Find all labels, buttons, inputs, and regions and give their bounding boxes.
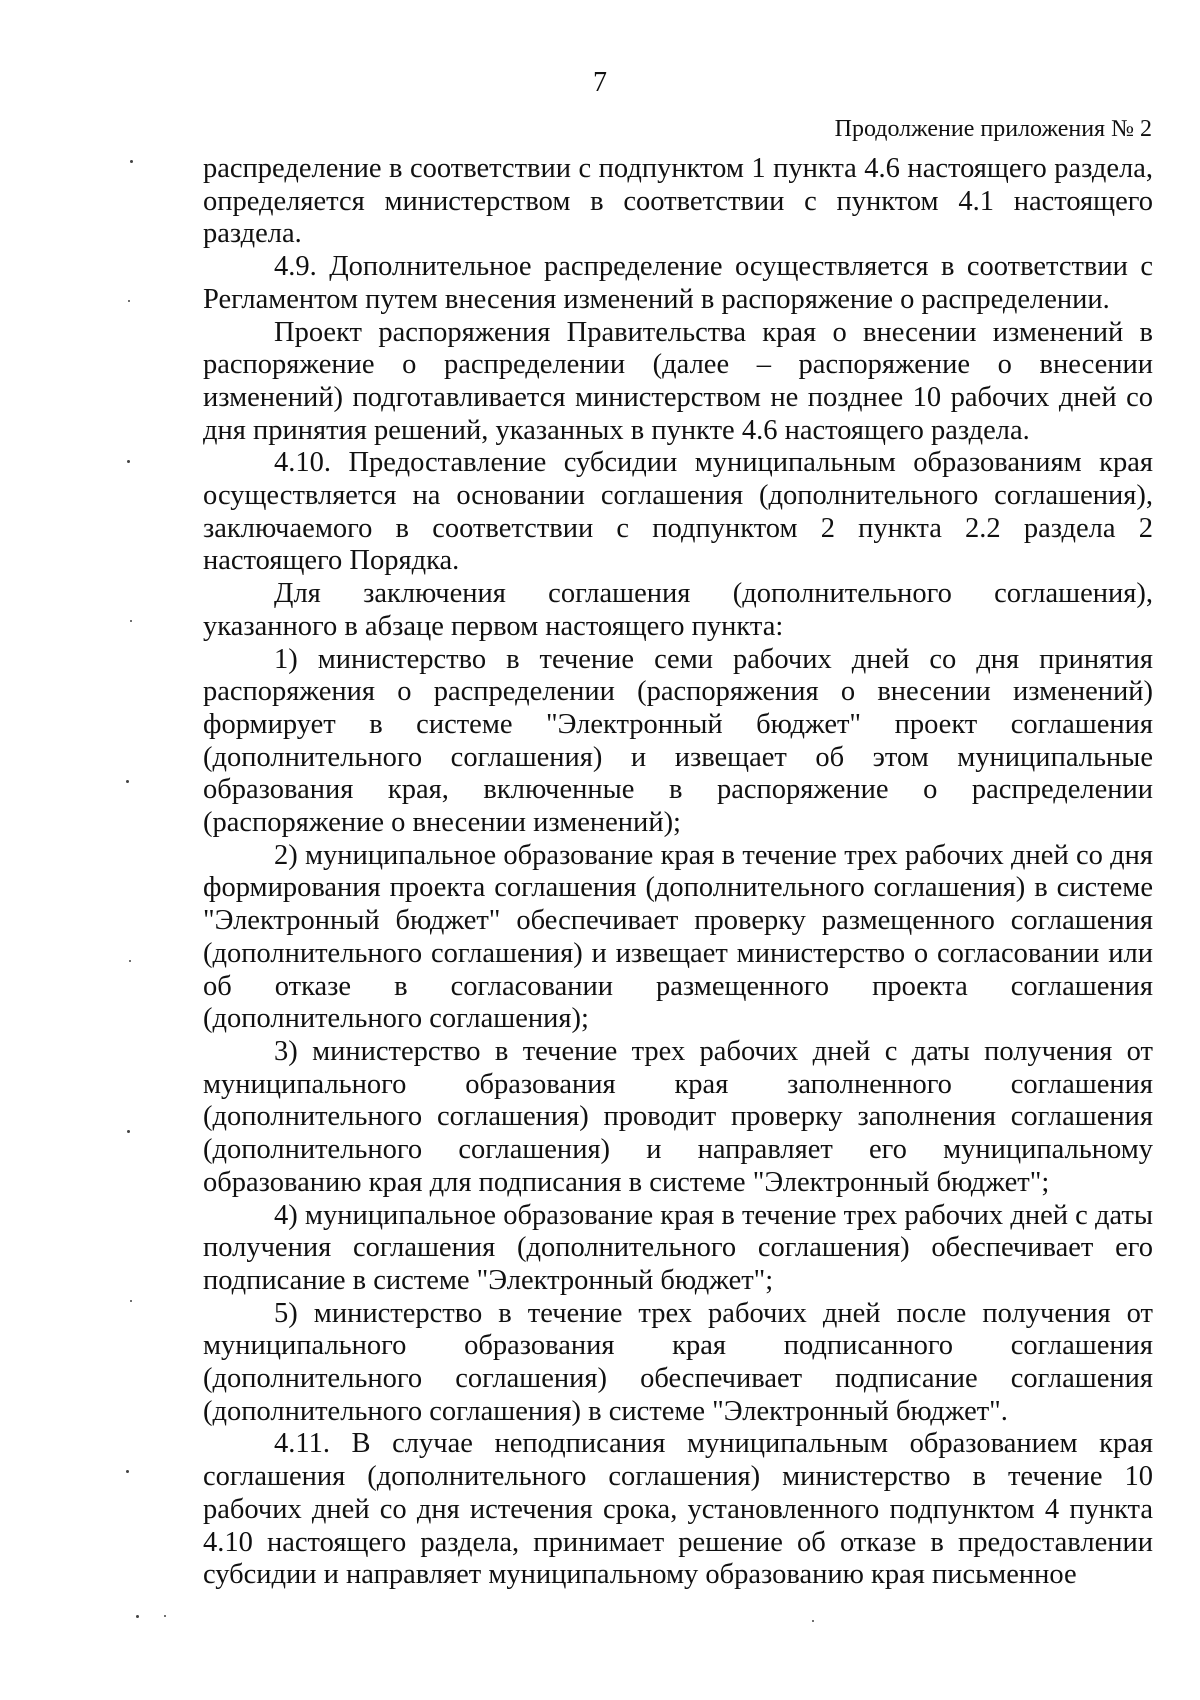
paragraph-draft-order: Проект распоряжения Правительства края о внесении изменений в распоряжение о распределении (далее – распоряжение о внесении изменений) подготавливается министерством не позднее 10 рабочих дней со дня принятия решений, указанных в пункте 4.6 настоящего раздела. <box>203 316 1153 446</box>
paragraph-agreement-intro: Для заключения соглашения (дополнительного соглашения), указанного в абзаце первом настоящего пункта: <box>203 578 1153 642</box>
list-item-2: 2) муниципальное образование края в течение трех рабочих дней со дня формирования проекта соглашения (дополнительного соглашения) в системе "Электронный бюджет" обеспечивает проверку размещенного соглашения (дополнительного соглашения) и извещает министерство о согласовании или об отказе в согласовании размещенного проекта соглашения (дополнительного соглашения); <box>203 839 1153 1035</box>
running-header: Продолжение приложения № 2 <box>834 116 1152 142</box>
scan-speck <box>128 300 130 302</box>
list-item-1: 1) министерство в течение семи рабочих дней со дня принятия распоряжения о распределении (распоряжения о внесении изменений) формирует в системе "Электронный бюджет" проект соглашения (дополнительного соглашения) и извещает об этом муниципальные образования края, включенные в распоряжение о распределении (распоряжение о внесении изменений); <box>203 643 1153 839</box>
scan-speck <box>164 1615 166 1617</box>
scan-speck <box>129 960 131 962</box>
scan-speck <box>130 160 133 163</box>
scan-speck <box>126 1470 129 1473</box>
paragraph-4-10: 4.10. Предоставление субсидии муниципальным образованиям края осуществляется на основании соглашения (дополнительного соглашения), заключаемого в соответствии с подпунктом 2 пункта 2.2 раздела 2 настоящего Порядка. <box>203 447 1153 577</box>
list-item-5: 5) министерство в течение трех рабочих дней после получения от муниципального образования края подписанного соглашения (дополнительного соглашения) обеспечивает подписание соглашения (дополнительного соглашения) в системе "Электронный бюджет". <box>203 1297 1153 1427</box>
scan-speck <box>127 460 130 463</box>
document-body <box>203 153 1153 1592</box>
scan-speck <box>136 1615 139 1618</box>
page-number: 7 <box>593 67 607 98</box>
list-item-3: 3) министерство в течение трех рабочих дней с даты получения от муниципального образования края заполненного соглашения (дополнительного соглашения) проводит проверку заполнения соглашения (дополнительного соглашения) и направляет его муниципальному образованию края для подписания в системе "Электронный бюджет"; <box>203 1035 1153 1198</box>
scan-speck <box>130 1300 132 1302</box>
scan-speck <box>127 1130 130 1133</box>
scan-speck <box>126 780 129 783</box>
paragraph-4-9: 4.9. Дополнительное распределение осуществляется в соответствии с Регламентом путем внесения изменений в распоряжение о распределении. <box>203 251 1153 315</box>
list-item-4: 4) муниципальное образование края в течение трех рабочих дней с даты получения соглашения (дополнительного соглашения) обеспечивает его подписание в системе "Электронный бюджет"; <box>203 1199 1153 1296</box>
paragraph-4-11: 4.11. В случае неподписания муниципальным образованием края соглашения (дополнительного соглашения) министерство в течение 10 рабочих дней со дня истечения срока, установленного подпунктом 4 пункта 4.10 настоящего раздела, принимает решение об отказе в предоставлении субсидии и направляет муниципальному образованию края письменное <box>203 1428 1153 1591</box>
paragraph-continuation: распределение в соответствии с подпунктом 1 пункта 4.6 настоящего раздела, определяется министерством в соответствии с пунктом 4.1 настоящего раздела. <box>203 153 1153 250</box>
scan-speck <box>130 620 132 622</box>
scan-speck <box>812 1620 814 1622</box>
